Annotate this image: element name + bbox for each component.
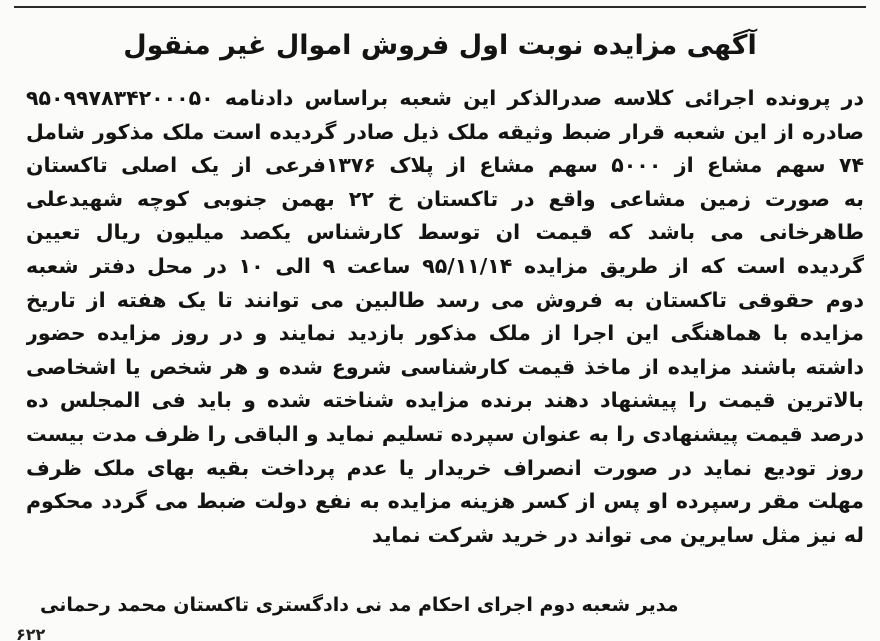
notice-body [26, 82, 864, 552]
notice-line: صادره از این شعبه قرار ضبط وثیقه ملک ذیل صادر گردیده است ملک مذکور شامل [26, 119, 864, 144]
notice-line: طاهرخانی می باشد که قیمت ان توسط کارشناس یکصد میلیون ریال تعیین [26, 220, 864, 245]
notice-title: آگهی مزایده نوبت اول فروش اموال غیر منقول [123, 30, 757, 61]
notice-line: دوم حقوقی تاکستان به فروش می رسد طالبین می توانند تا یک هفته از تاریخ [26, 287, 864, 312]
notice-line: ۷۴ سهم مشاع از ۵۰۰۰ سهم مشاع از پلاک ۱۳۷۶فرعی از یک اصلی تاکستان [26, 153, 864, 178]
notice-line: مهلت مقر رسپرده او پس از کسر هزینه مزایده به نفع دولت ضبط می گردد محکوم [26, 489, 864, 514]
notice-line: بالاترین قیمت را پیشنهاد دهند برنده مزایده شناخته شده و باید فی المجلس ده [26, 388, 864, 413]
page-number: ۶۲۲ [16, 625, 46, 641]
notice-line: گردیده است که از طریق مزایده ۹۵/۱۱/۱۴ ساعت ۹ الی ۱۰ در محل دفتر شعبه [26, 253, 864, 278]
notice-line: له نیز مثل سایرین می تواند در خرید شرکت نماید [371, 522, 864, 547]
notice-line: مزایده با هماهنگی این اجرا از ملک مذکور بازدید نمایند و در روز مزایده حضور [26, 321, 864, 346]
signature-line: مدیر شعبه دوم اجرای احکام مد نی دادگستری تاکستان محمد رحمانی [40, 594, 679, 616]
notice-line: روز تودیع نماید در صورت انصراف خریدار یا عدم پرداخت بقیه بهای ملک ظرف [26, 455, 864, 480]
top-rule [14, 6, 866, 8]
notice-line: درصد قیمت پیشنهادی را به عنوان سپرده تسلیم نماید و الباقی را ظرف مدت بیست [26, 421, 864, 446]
notice-line: در پرونده اجرائی کلاسه صدرالذکر این شعبه براساس دادنامه ۹۵۰۹۹۷۸۳۴۲۰۰۰۵۰ [26, 86, 864, 110]
notice-line: به صورت زمین مشاعی واقع در تاکستان خ ۲۲ بهمن جنوبی کوچه شهیدعلی [26, 186, 864, 211]
notice-line: داشته باشند مزایده از ماخذ قیمت کارشناسی شروع شده و هر شخص یا اشخاصی [26, 354, 864, 379]
